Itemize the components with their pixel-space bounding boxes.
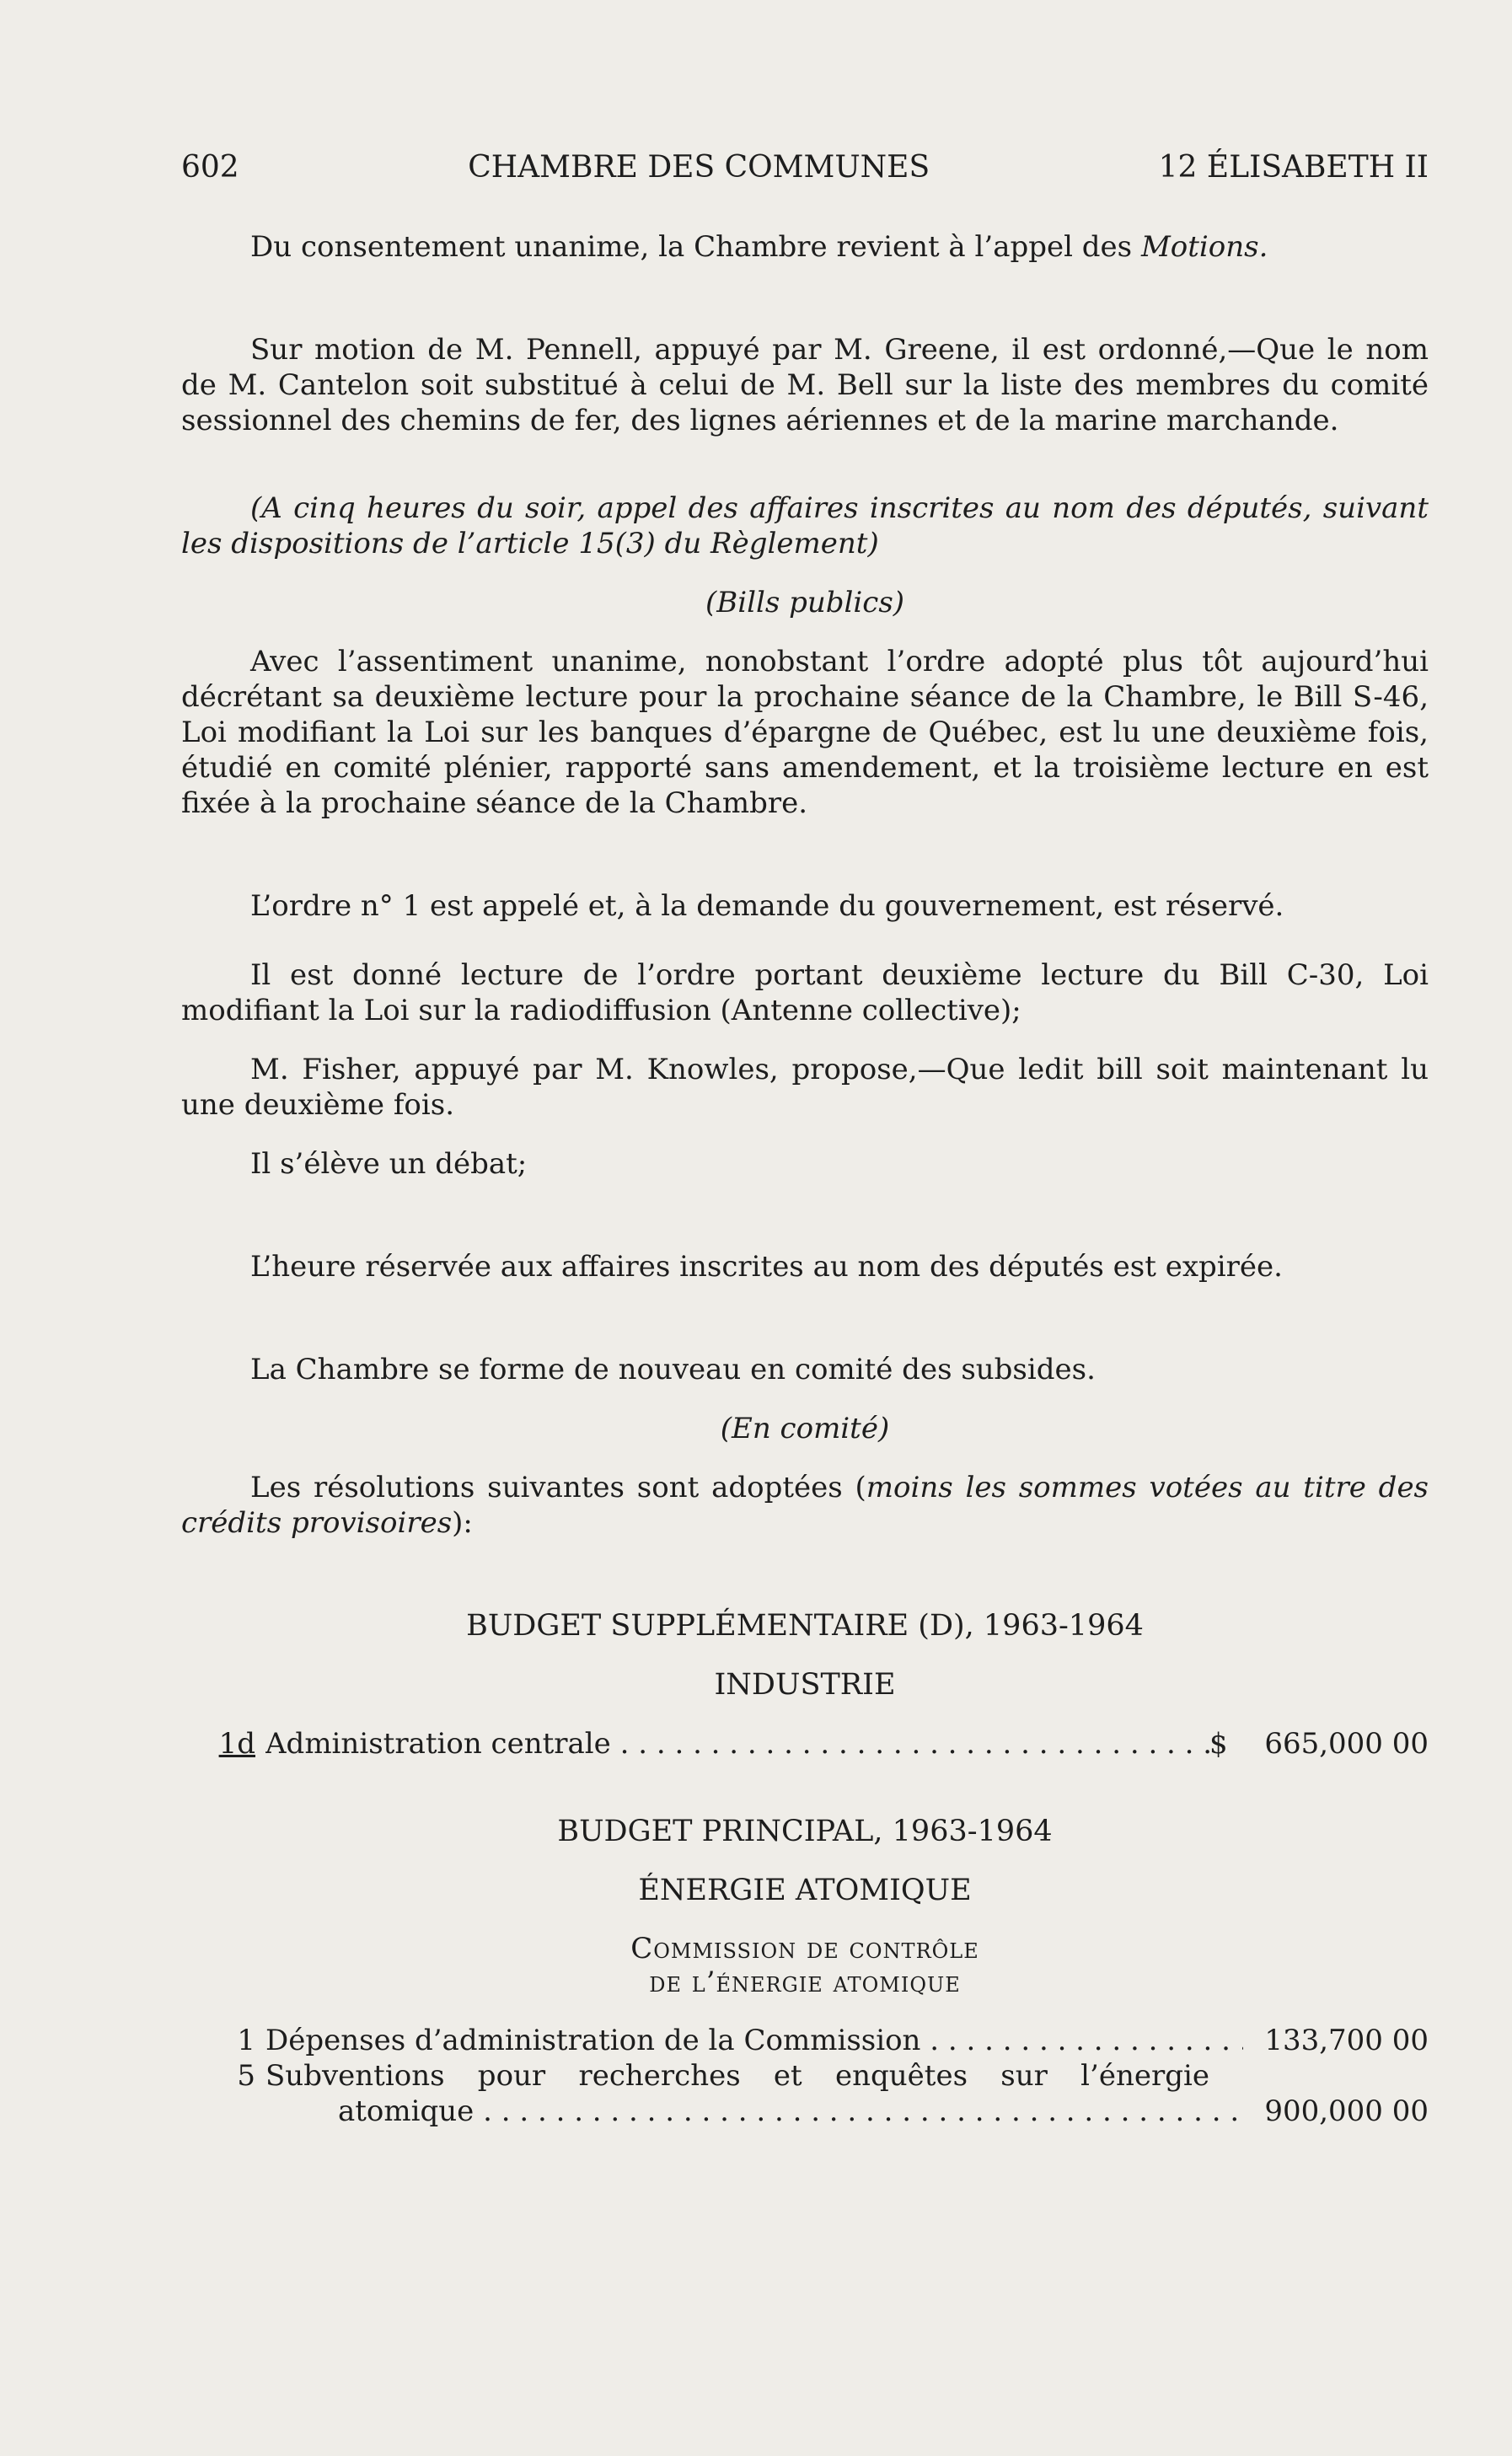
header-title: CHAMBRE DES COMMUNES bbox=[468, 150, 930, 185]
paragraph-text: Les résolutions suivantes sont adoptées ( bbox=[250, 1471, 866, 1504]
paragraph-italic: moins les sommes votées au titre des crédits provisoires bbox=[181, 1471, 1429, 1540]
paragraph-ordre-1: L’ordre n° 1 est appelé et, à la demande du gouvernement, est réservé. bbox=[250, 889, 1284, 923]
paragraph-text: Du consentement unanime, la Chambre revient à l’appel des bbox=[250, 230, 1141, 264]
sub-heading-line2: de l’énergie atomique bbox=[649, 1965, 961, 1999]
paragraph-motions bbox=[181, 229, 1429, 265]
paragraph-comite-subsides: La Chambre se forme de nouveau en comité des subsides. bbox=[250, 1353, 1096, 1386]
budget-item bbox=[181, 2058, 1429, 2094]
item-amount: 665,000 00 bbox=[1264, 1727, 1429, 1761]
paragraph-bill-s46: Avec l’assentiment unanime, nonobstant l’ordre adopté plus tôt aujourd’hui décrétant sa deuxième lecture pour la prochaine séance de la Chambre, le Bill S-46, Loi modifiant la Loi sur les banques d’épargne de Québec, est lu une deuxième fois, étudié en comité plénier, rapporté sans amendement, et la troisième lecture en est fixée à la prochaine séance de la Chambre. bbox=[181, 645, 1429, 820]
budget-principal-title: BUDGET PRINCIPAL, 1963-1964 bbox=[557, 1815, 1053, 1848]
sub-heading-line1: Commission de contrôle bbox=[630, 1932, 979, 1965]
paragraph-pennell-motion: Sur motion de M. Pennell, appuyé par M. Greene, il est ordonné,—Que le nom de M. Cantelon soit substitué à celui de M. Bell sur la liste des membres du comité sessionnel des chemins de fer, des lignes aériennes et de la marine marchande. bbox=[181, 333, 1429, 437]
paragraph-five-oclock: (A cinq heures du soir, appel des affaires inscrites au nom des députés, suivant les dispositions de l’article 15(3) du Règlement) bbox=[181, 491, 1429, 560]
paragraph-debat: Il s’élève un débat; bbox=[250, 1147, 528, 1181]
page-number: 602 bbox=[181, 150, 239, 185]
budget-supp-dept: INDUSTRIE bbox=[714, 1668, 896, 1702]
budget-item bbox=[181, 1726, 1429, 1762]
paragraph-bill-c30: Il est donné lecture de l’ordre portant deuxième lecture du Bill C-30, Loi modifiant la Loi sur la radiodiffusion (Antenne collective); bbox=[181, 958, 1429, 1027]
budget-item bbox=[181, 2023, 1429, 2058]
paragraph-text: ): bbox=[452, 1506, 473, 1540]
item-amount: 133,700 00 bbox=[1264, 2024, 1429, 2057]
item-number: 5 bbox=[237, 2059, 255, 2093]
item-label: Dépenses d’administration de la Commission . . . bbox=[265, 2023, 1243, 2058]
paragraph-heure-expiree: L’heure réservée aux affaires inscrites au nom des députés est expirée. bbox=[250, 1250, 1283, 1284]
budget-supp-title: BUDGET SUPPLÉMENTAIRE (D), 1963-1964 bbox=[466, 1609, 1144, 1643]
item-label: Subventions pour recherches et enquêtes sur l’énergie bbox=[265, 2059, 1209, 2093]
budget-principal-dept: ÉNERGIE ATOMIQUE bbox=[638, 1874, 972, 1907]
item-label: Administration centrale . . . bbox=[265, 1726, 1209, 1762]
section-en-comite: (En comité) bbox=[720, 1412, 890, 1445]
running-header bbox=[181, 150, 1429, 185]
section-bills-publics: (Bills publics) bbox=[705, 586, 905, 619]
item-number: 1d bbox=[218, 1727, 255, 1761]
item-currency: $ bbox=[1209, 1727, 1228, 1761]
header-reign: 12 ÉLISABETH II bbox=[1158, 150, 1429, 185]
budget-item-continuation bbox=[181, 2094, 1429, 2129]
paragraph-resolutions bbox=[181, 1470, 1429, 1541]
item-label-continuation: atomique . . . bbox=[338, 2094, 1243, 2129]
item-amount: 900,000 00 bbox=[1264, 2094, 1429, 2128]
paragraph-fisher-motion: M. Fisher, appuyé par M. Knowles, propose,—Que ledit bill soit maintenant lu une deuxième fois. bbox=[181, 1053, 1429, 1122]
paragraph-italic: Motions. bbox=[1140, 230, 1268, 264]
document-page bbox=[181, 150, 1429, 2129]
item-number: 1 bbox=[237, 2024, 255, 2057]
